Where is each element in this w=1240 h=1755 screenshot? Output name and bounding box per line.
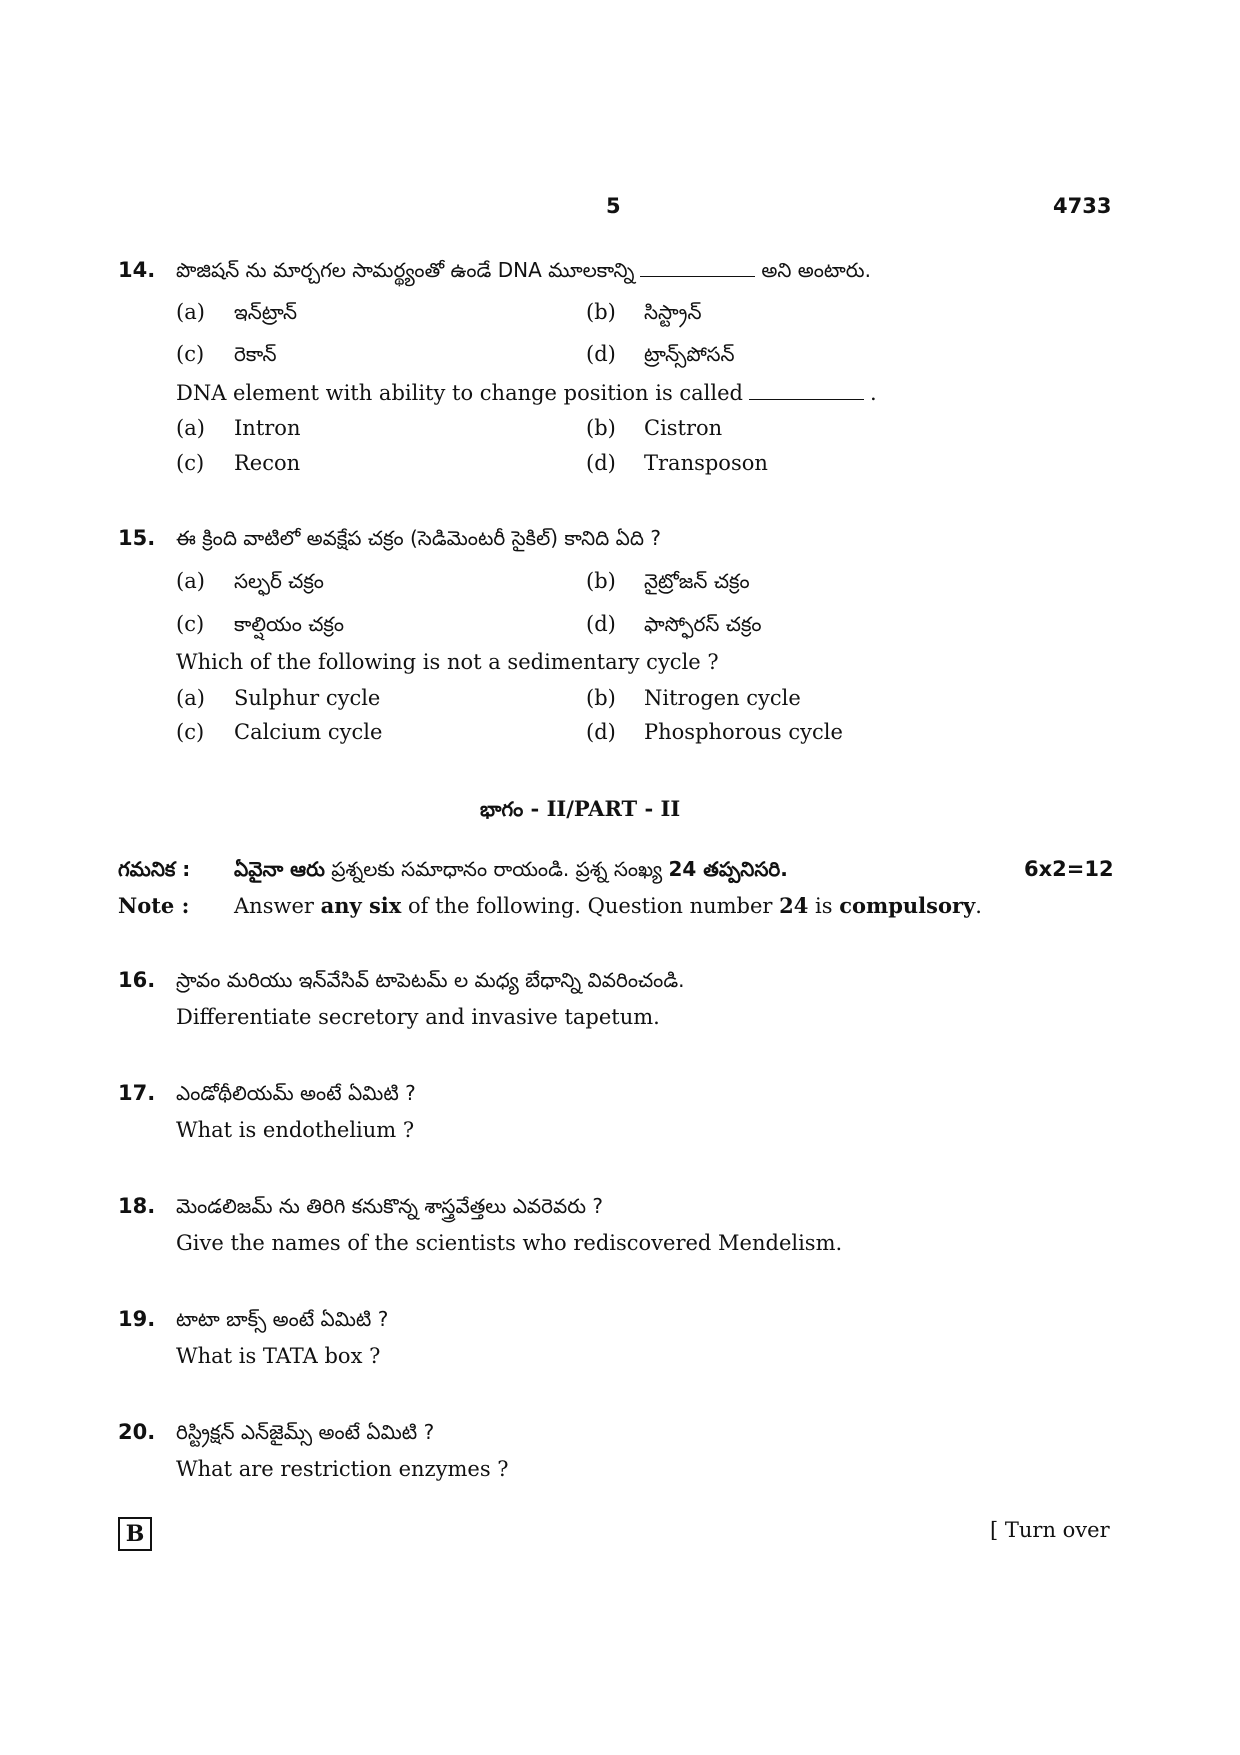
- page-number: 5: [606, 194, 621, 218]
- q14-en-before: DNA element with ability to change position is called: [176, 381, 743, 405]
- option-label: (b): [586, 416, 616, 440]
- note-en-1: Answer: [234, 894, 321, 918]
- option-label: (d): [586, 342, 616, 366]
- option-text: Transposon: [644, 451, 768, 475]
- option-text: Cistron: [644, 416, 723, 440]
- question-number: 19.: [118, 1307, 156, 1331]
- answer-blank: [640, 258, 755, 277]
- option-text: Intron: [234, 416, 301, 440]
- option-label: (d): [586, 720, 616, 744]
- note-te-bold-1: ఏవైనా ఆరు: [234, 857, 325, 881]
- note-te-mid: ప్రశ్నలకు సమాధానం రాయండి. ప్రశ్న సంఖ్య: [324, 857, 669, 881]
- question-number: 18.: [118, 1194, 156, 1218]
- q14-te-before: పొజిషన్ ను మార్చగల సామర్థ్యంతో ఉండే DNA మూలకాన్ని: [176, 258, 635, 282]
- option-label: (c): [176, 612, 205, 636]
- option-label: (a): [176, 686, 205, 710]
- note-text-te: [234, 857, 788, 886]
- option-text: రెకాన్: [234, 342, 277, 366]
- option-label: (a): [176, 416, 205, 440]
- question-text-en: What is TATA box ?: [176, 1344, 381, 1368]
- question-number: 20.: [118, 1420, 156, 1444]
- q14-en-after: .: [870, 381, 877, 405]
- option-label: (a): [176, 300, 205, 324]
- question-text-te: మెండలిజమ్ ను తిరిగి కనుకొన్న శాస్త్రవేత్తలు ఎవరెవరు ?: [176, 1194, 603, 1218]
- answer-blank: [749, 381, 864, 400]
- question-number: 14.: [118, 258, 156, 282]
- part-heading-te: భాగం: [480, 797, 524, 821]
- option-text: సిస్ట్రాన్: [644, 300, 702, 324]
- option-text: ట్రాన్స్‌పోసన్: [644, 342, 735, 366]
- question-text-te: స్రావం మరియు ఇన్‌వేసివ్ టాపెటమ్ ల మధ్య బేధాన్ని వివరించండి.: [176, 968, 685, 992]
- option-text: ఫాస్ఫోరస్ చక్రం: [644, 612, 762, 636]
- note-en-bold-2: 24: [779, 893, 809, 918]
- note-label-en: Note :: [118, 893, 190, 918]
- option-label: (b): [586, 686, 616, 710]
- question-number: 17.: [118, 1081, 156, 1105]
- note-en-bold-1: any six: [320, 893, 402, 918]
- question-number: 15.: [118, 526, 156, 550]
- option-label: (b): [586, 569, 616, 593]
- question-text-en: Give the names of the scientists who rediscovered Mendelism.: [176, 1231, 843, 1255]
- option-text: సల్ఫర్ చక్రం: [234, 569, 324, 593]
- note-en-bold-3: compulsory: [839, 893, 976, 918]
- option-text: Phosphorous cycle: [644, 720, 843, 744]
- question-text-te: టాటా బాక్స్ అంటే ఏమిటి ?: [176, 1307, 389, 1331]
- marks-allocation: 6x2=12: [1024, 857, 1114, 881]
- note-te-bold-2: 24 తప్పనిసరి.: [668, 857, 788, 881]
- option-label: (d): [586, 451, 616, 475]
- question-text-te: [176, 258, 871, 287]
- option-text: Recon: [234, 451, 301, 475]
- turn-over: [ Turn over: [990, 1518, 1110, 1542]
- note-label-te: గమనిక :: [118, 857, 191, 881]
- option-label: (d): [586, 612, 616, 636]
- booklet-series-box: B: [118, 1517, 152, 1551]
- question-text-te: ఈ క్రింది వాటిలో అవక్షేప చక్రం (సెడిమెంటరీ సైకిల్) కానిది ఏది ?: [176, 526, 661, 550]
- option-text: Nitrogen cycle: [644, 686, 801, 710]
- question-text-en: Which of the following is not a sedimentary cycle ?: [176, 650, 719, 674]
- option-label: (b): [586, 300, 616, 324]
- question-number: 16.: [118, 968, 156, 992]
- option-label: (c): [176, 720, 205, 744]
- question-text-te: రిస్ట్రిక్షన్ ఎన్‌జైమ్స్ అంటే ఏమిటి ?: [176, 1420, 435, 1444]
- note-text-en: [234, 893, 982, 918]
- option-text: ఇన్‌ట్రాన్: [234, 300, 297, 324]
- option-label: (c): [176, 342, 205, 366]
- option-text: నైట్రోజన్ చక్రం: [644, 569, 750, 593]
- question-text-en: [176, 381, 877, 405]
- option-text: Sulphur cycle: [234, 686, 381, 710]
- option-text: కాల్షియం చక్రం: [234, 612, 344, 636]
- question-text-te: ఎండోథీలియమ్ అంటే ఏమిటి ?: [176, 1081, 416, 1105]
- question-text-en: What are restriction enzymes ?: [176, 1457, 509, 1481]
- paper-code: 4733: [1053, 194, 1112, 218]
- note-en-4: .: [975, 894, 982, 918]
- option-label: (c): [176, 451, 205, 475]
- part-heading-en: - II/PART - II: [523, 796, 681, 821]
- option-label: (a): [176, 569, 205, 593]
- note-en-2: of the following. Question number: [401, 894, 780, 918]
- question-text-en: Differentiate secretory and invasive tapetum.: [176, 1005, 660, 1029]
- option-text: Calcium cycle: [234, 720, 383, 744]
- q14-te-after: అని అంటారు.: [761, 258, 871, 282]
- part-heading: [480, 796, 680, 826]
- question-text-en: What is endothelium ?: [176, 1118, 415, 1142]
- note-en-3: is: [808, 894, 840, 918]
